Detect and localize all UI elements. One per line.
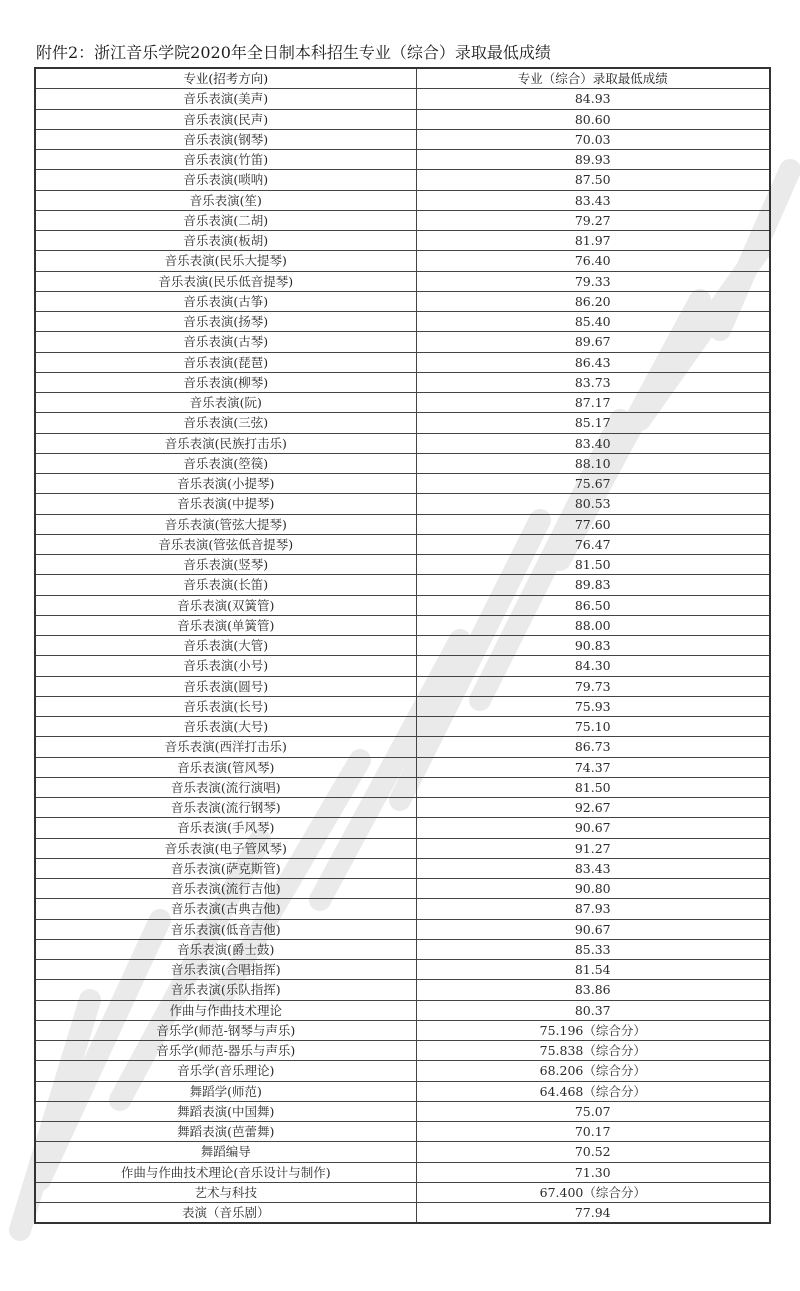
table-row bbox=[35, 555, 770, 575]
major-cell: 音乐表演(二胡) bbox=[35, 210, 416, 230]
min-score-cell: 76.47 bbox=[416, 534, 770, 554]
table-row bbox=[35, 291, 770, 311]
major-cell: 音乐表演(板胡) bbox=[35, 231, 416, 251]
table-row bbox=[35, 534, 770, 554]
table-row bbox=[35, 210, 770, 230]
major-cell: 音乐表演(钢琴) bbox=[35, 129, 416, 149]
major-cell: 音乐表演(扬琴) bbox=[35, 312, 416, 332]
min-score-cell: 75.10 bbox=[416, 717, 770, 737]
min-score-cell: 67.400（综合分） bbox=[416, 1182, 770, 1202]
min-score-cell: 81.50 bbox=[416, 555, 770, 575]
table-row bbox=[35, 676, 770, 696]
table-row bbox=[35, 433, 770, 453]
major-cell: 音乐表演(唢呐) bbox=[35, 170, 416, 190]
major-cell: 音乐学(师范-器乐与声乐) bbox=[35, 1041, 416, 1061]
major-cell: 音乐表演(流行钢琴) bbox=[35, 798, 416, 818]
min-score-cell: 75.93 bbox=[416, 696, 770, 716]
major-cell: 音乐表演(单簧管) bbox=[35, 615, 416, 635]
table-row bbox=[35, 960, 770, 980]
major-cell: 舞蹈编导 bbox=[35, 1142, 416, 1162]
min-score-cell: 79.27 bbox=[416, 210, 770, 230]
min-score-cell: 85.17 bbox=[416, 413, 770, 433]
major-cell: 音乐表演(流行演唱) bbox=[35, 777, 416, 797]
table-row bbox=[35, 1162, 770, 1182]
min-score-cell: 86.73 bbox=[416, 737, 770, 757]
min-score-cell: 87.17 bbox=[416, 393, 770, 413]
min-score-cell: 74.37 bbox=[416, 757, 770, 777]
min-score-cell: 89.67 bbox=[416, 332, 770, 352]
min-score-cell: 83.73 bbox=[416, 372, 770, 392]
major-cell: 艺术与科技 bbox=[35, 1182, 416, 1202]
major-cell: 音乐表演(小提琴) bbox=[35, 474, 416, 494]
min-score-cell: 90.83 bbox=[416, 636, 770, 656]
table-row bbox=[35, 352, 770, 372]
min-score-cell: 83.43 bbox=[416, 858, 770, 878]
major-cell: 音乐表演(古琴) bbox=[35, 332, 416, 352]
table-row bbox=[35, 1061, 770, 1081]
min-score-cell: 76.40 bbox=[416, 251, 770, 271]
major-cell: 音乐表演(管风琴) bbox=[35, 757, 416, 777]
table-row bbox=[35, 737, 770, 757]
min-score-cell: 86.43 bbox=[416, 352, 770, 372]
admission-scores-table bbox=[34, 67, 771, 1224]
min-score-cell: 75.838（综合分） bbox=[416, 1041, 770, 1061]
min-score-cell: 80.37 bbox=[416, 1000, 770, 1020]
min-score-cell: 89.83 bbox=[416, 575, 770, 595]
major-cell: 音乐表演(三弦) bbox=[35, 413, 416, 433]
major-cell: 舞蹈表演(中国舞) bbox=[35, 1101, 416, 1121]
major-cell: 音乐表演(琵琶) bbox=[35, 352, 416, 372]
table-row bbox=[35, 980, 770, 1000]
major-cell: 音乐表演(民乐大提琴) bbox=[35, 251, 416, 271]
min-score-cell: 80.60 bbox=[416, 109, 770, 129]
column-header-min-score: 专业（综合）录取最低成绩 bbox=[416, 68, 770, 89]
min-score-cell: 88.00 bbox=[416, 615, 770, 635]
table-row bbox=[35, 494, 770, 514]
table-row bbox=[35, 1122, 770, 1142]
table-row bbox=[35, 1203, 770, 1224]
major-cell: 音乐表演(手风琴) bbox=[35, 818, 416, 838]
table-row bbox=[35, 656, 770, 676]
table-row bbox=[35, 1020, 770, 1040]
min-score-cell: 92.67 bbox=[416, 798, 770, 818]
min-score-cell: 70.03 bbox=[416, 129, 770, 149]
table-row bbox=[35, 514, 770, 534]
major-cell: 音乐表演(竖琴) bbox=[35, 555, 416, 575]
min-score-cell: 77.94 bbox=[416, 1203, 770, 1224]
major-cell: 舞蹈表演(芭蕾舞) bbox=[35, 1122, 416, 1142]
major-cell: 音乐表演(管弦低音提琴) bbox=[35, 534, 416, 554]
min-score-cell: 84.93 bbox=[416, 89, 770, 109]
table-row bbox=[35, 129, 770, 149]
major-cell: 音乐表演(美声) bbox=[35, 89, 416, 109]
major-cell: 音乐表演(箜篌) bbox=[35, 453, 416, 473]
min-score-cell: 79.73 bbox=[416, 676, 770, 696]
table-row bbox=[35, 696, 770, 716]
table-row bbox=[35, 1081, 770, 1101]
table-row bbox=[35, 413, 770, 433]
table-row bbox=[35, 312, 770, 332]
table-row bbox=[35, 89, 770, 109]
major-cell: 音乐表演(民声) bbox=[35, 109, 416, 129]
major-cell: 音乐表演(低音吉他) bbox=[35, 919, 416, 939]
table-row bbox=[35, 190, 770, 210]
min-score-cell: 91.27 bbox=[416, 838, 770, 858]
table-row bbox=[35, 858, 770, 878]
major-cell: 音乐表演(管弦大提琴) bbox=[35, 514, 416, 534]
min-score-cell: 90.67 bbox=[416, 818, 770, 838]
min-score-cell: 71.30 bbox=[416, 1162, 770, 1182]
major-cell: 音乐表演(萨克斯管) bbox=[35, 858, 416, 878]
table-row bbox=[35, 879, 770, 899]
table-row bbox=[35, 271, 770, 291]
major-cell: 表演（音乐剧） bbox=[35, 1203, 416, 1224]
min-score-cell: 81.54 bbox=[416, 960, 770, 980]
table-row bbox=[35, 109, 770, 129]
major-cell: 音乐表演(合唱指挥) bbox=[35, 960, 416, 980]
min-score-cell: 70.17 bbox=[416, 1122, 770, 1142]
major-cell: 音乐表演(古筝) bbox=[35, 291, 416, 311]
min-score-cell: 81.97 bbox=[416, 231, 770, 251]
major-cell: 音乐学(音乐理论) bbox=[35, 1061, 416, 1081]
major-cell: 音乐表演(电子管风琴) bbox=[35, 838, 416, 858]
major-cell: 音乐表演(长号) bbox=[35, 696, 416, 716]
table-row bbox=[35, 798, 770, 818]
table-row bbox=[35, 615, 770, 635]
major-cell: 音乐表演(乐队指挥) bbox=[35, 980, 416, 1000]
major-cell: 作曲与作曲技术理论 bbox=[35, 1000, 416, 1020]
table-row bbox=[35, 170, 770, 190]
min-score-cell: 75.196（综合分） bbox=[416, 1020, 770, 1040]
table-row bbox=[35, 474, 770, 494]
table-row bbox=[35, 150, 770, 170]
major-cell: 音乐表演(阮) bbox=[35, 393, 416, 413]
table-row bbox=[35, 1182, 770, 1202]
major-cell: 音乐表演(民族打击乐) bbox=[35, 433, 416, 453]
min-score-cell: 75.07 bbox=[416, 1101, 770, 1121]
min-score-cell: 83.40 bbox=[416, 433, 770, 453]
table-row bbox=[35, 453, 770, 473]
min-score-cell: 90.80 bbox=[416, 879, 770, 899]
min-score-cell: 70.52 bbox=[416, 1142, 770, 1162]
table-row bbox=[35, 899, 770, 919]
table-row bbox=[35, 1041, 770, 1061]
major-cell: 音乐表演(竹笛) bbox=[35, 150, 416, 170]
major-cell: 音乐表演(长笛) bbox=[35, 575, 416, 595]
major-cell: 音乐表演(流行吉他) bbox=[35, 879, 416, 899]
min-score-cell: 79.33 bbox=[416, 271, 770, 291]
table-row bbox=[35, 717, 770, 737]
min-score-cell: 88.10 bbox=[416, 453, 770, 473]
table-row bbox=[35, 939, 770, 959]
major-cell: 音乐表演(双簧管) bbox=[35, 595, 416, 615]
min-score-cell: 87.50 bbox=[416, 170, 770, 190]
min-score-cell: 77.60 bbox=[416, 514, 770, 534]
table-row bbox=[35, 595, 770, 615]
table-row bbox=[35, 818, 770, 838]
min-score-cell: 81.50 bbox=[416, 777, 770, 797]
min-score-cell: 90.67 bbox=[416, 919, 770, 939]
table-row bbox=[35, 1101, 770, 1121]
table-row bbox=[35, 919, 770, 939]
min-score-cell: 89.93 bbox=[416, 150, 770, 170]
table-row bbox=[35, 332, 770, 352]
major-cell: 音乐表演(圆号) bbox=[35, 676, 416, 696]
major-cell: 音乐表演(大管) bbox=[35, 636, 416, 656]
table-row bbox=[35, 393, 770, 413]
major-cell: 音乐表演(古典吉他) bbox=[35, 899, 416, 919]
major-cell: 音乐表演(民乐低音提琴) bbox=[35, 271, 416, 291]
min-score-cell: 64.468（综合分） bbox=[416, 1081, 770, 1101]
major-cell: 音乐表演(大号) bbox=[35, 717, 416, 737]
min-score-cell: 75.67 bbox=[416, 474, 770, 494]
major-cell: 音乐表演(小号) bbox=[35, 656, 416, 676]
min-score-cell: 85.33 bbox=[416, 939, 770, 959]
min-score-cell: 68.206（综合分） bbox=[416, 1061, 770, 1081]
document-title: 附件2：浙江音乐学院2020年全日制本科招生专业（综合）录取最低成绩 bbox=[36, 43, 551, 62]
min-score-cell: 80.53 bbox=[416, 494, 770, 514]
min-score-cell: 85.40 bbox=[416, 312, 770, 332]
table-row bbox=[35, 757, 770, 777]
major-cell: 音乐表演(柳琴) bbox=[35, 372, 416, 392]
major-cell: 作曲与作曲技术理论(音乐设计与制作) bbox=[35, 1162, 416, 1182]
min-score-cell: 87.93 bbox=[416, 899, 770, 919]
table-header-row bbox=[35, 68, 770, 89]
table-row bbox=[35, 838, 770, 858]
min-score-cell: 83.86 bbox=[416, 980, 770, 1000]
table-row bbox=[35, 777, 770, 797]
table-row bbox=[35, 1142, 770, 1162]
column-header-major: 专业(招考方向) bbox=[35, 68, 416, 89]
table-row bbox=[35, 575, 770, 595]
min-score-cell: 83.43 bbox=[416, 190, 770, 210]
major-cell: 音乐表演(中提琴) bbox=[35, 494, 416, 514]
table-row bbox=[35, 1000, 770, 1020]
major-cell: 舞蹈学(师范) bbox=[35, 1081, 416, 1101]
table-row bbox=[35, 636, 770, 656]
major-cell: 音乐表演(西洋打击乐) bbox=[35, 737, 416, 757]
table-row bbox=[35, 372, 770, 392]
major-cell: 音乐表演(笙) bbox=[35, 190, 416, 210]
major-cell: 音乐表演(爵士鼓) bbox=[35, 939, 416, 959]
table-row bbox=[35, 251, 770, 271]
min-score-cell: 84.30 bbox=[416, 656, 770, 676]
min-score-cell: 86.50 bbox=[416, 595, 770, 615]
major-cell: 音乐学(师范-钢琴与声乐) bbox=[35, 1020, 416, 1040]
min-score-cell: 86.20 bbox=[416, 291, 770, 311]
table-row bbox=[35, 231, 770, 251]
